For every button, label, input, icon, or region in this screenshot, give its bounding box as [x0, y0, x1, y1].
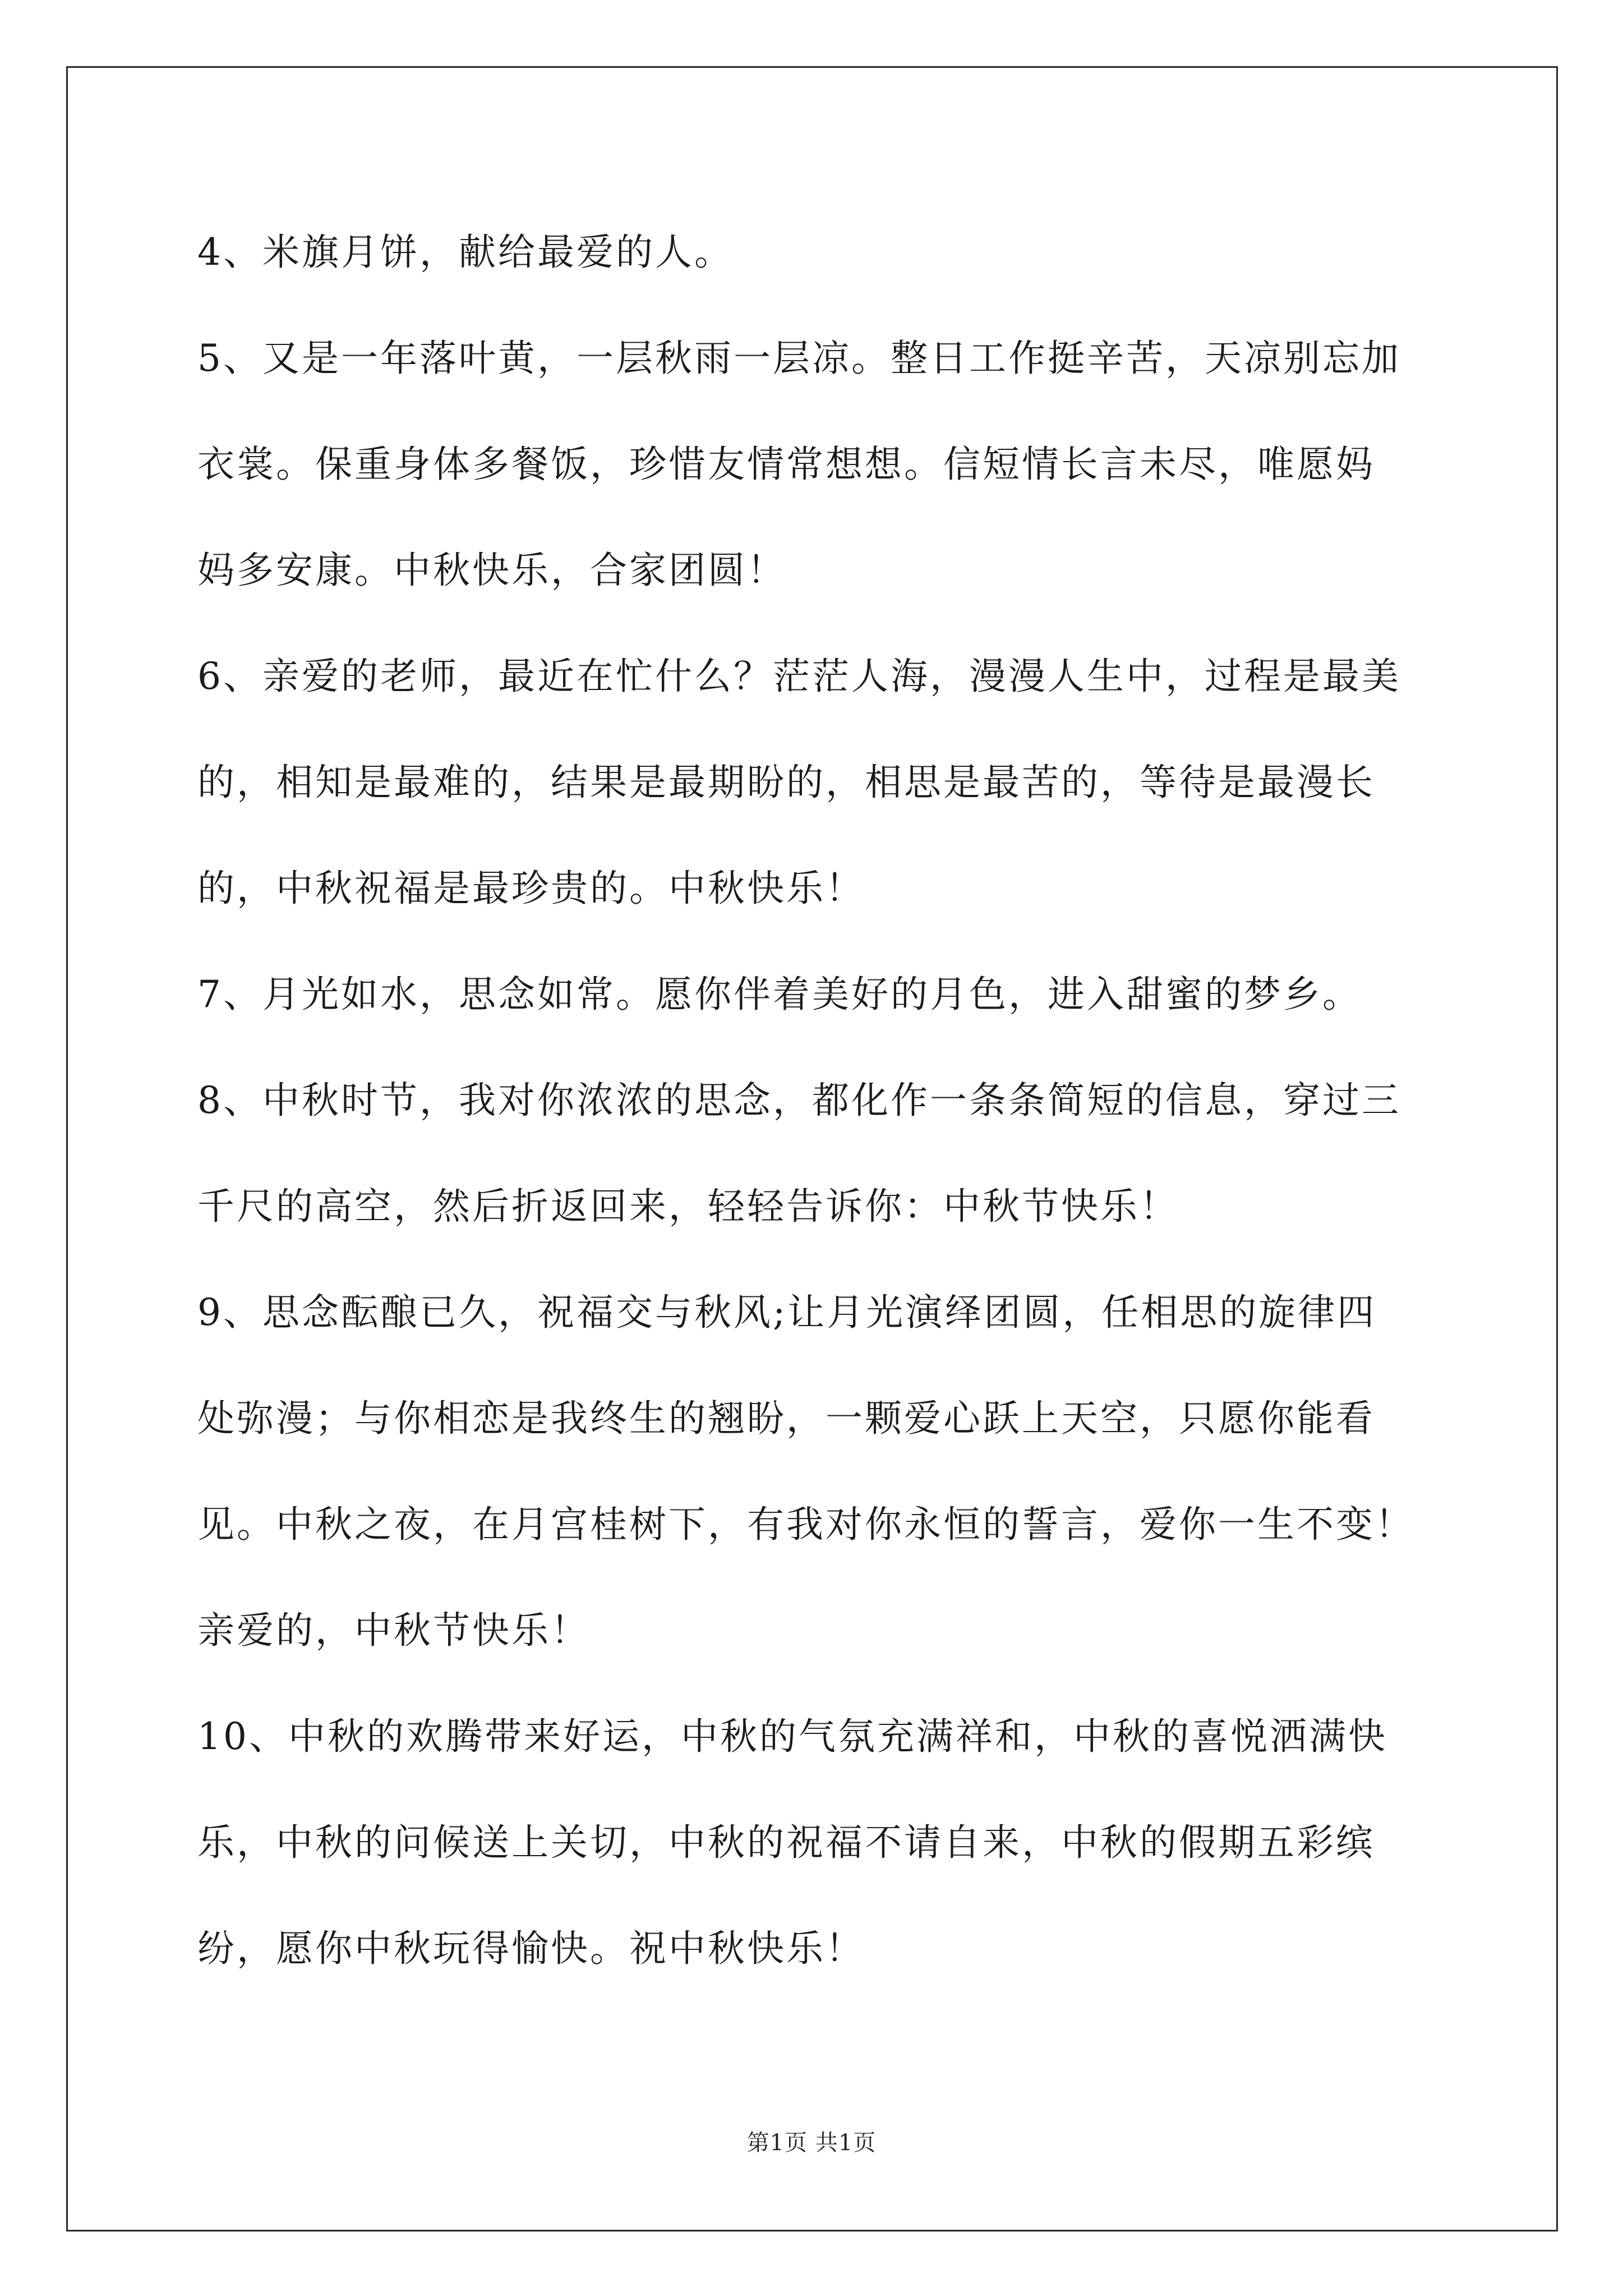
text-line: 4、米旗月饼，献给最爱的人。	[197, 231, 734, 274]
text-line: 6、亲爱的老师，最近在忙什么？茫茫人海，漫漫人生中，过程是最美	[197, 655, 1401, 698]
text-line: 的，中秋祝福是最珍贵的。中秋快乐！	[197, 867, 865, 910]
text-line: 千尺的高空，然后折返回来，轻轻告诉你：中秋节快乐！	[197, 1185, 1179, 1228]
page-footer: 第1页 共1页	[746, 2130, 877, 2156]
text-line: 的，相知是最难的，结果是最期盼的，相思是最苦的，等待是最漫长	[197, 761, 1375, 804]
text-line: 亲爱的，中秋节快乐！	[197, 1609, 590, 1652]
text-line: 10、中秋的欢腾带来好运，中秋的气氛充满祥和，中秋的喜悦洒满快	[197, 1715, 1387, 1758]
text-line: 衣裳。保重身体多餐饭，珍惜友情常想想。信短情长言未尽，唯愿妈	[197, 443, 1375, 486]
text-line: 处弥漫；与你相恋是我终生的翘盼，一颗爱心跃上天空，只愿你能看	[197, 1397, 1375, 1440]
document-body	[197, 199, 1454, 2001]
text-line: 纷，愿你中秋玩得愉快。祝中秋快乐！	[197, 1927, 865, 1970]
text-line: 7、月光如水，思念如常。愿你伴着美好的月色，进入甜蜜的梦乡。	[197, 973, 1362, 1016]
text-line: 乐，中秋的问候送上关切，中秋的祝福不请自来，中秋的假期五彩缤	[197, 1821, 1375, 1864]
text-line: 5、又是一年落叶黄，一层秋雨一层凉。整日工作挺辛苦，天凉别忘加	[197, 337, 1401, 380]
text-line: 8、中秋时节，我对你浓浓的思念，都化作一条条简短的信息，穿过三	[197, 1079, 1401, 1122]
text-line: 见。中秋之夜，在月宫桂树下，有我对你永恒的誓言，爱你一生不变！	[197, 1503, 1414, 1546]
text-line: 妈多安康。中秋快乐，合家团圆！	[197, 549, 786, 592]
text-line: 9、思念酝酿已久，祝福交与秋风;让月光演绎团圆，任相思的旋律四	[197, 1291, 1377, 1334]
